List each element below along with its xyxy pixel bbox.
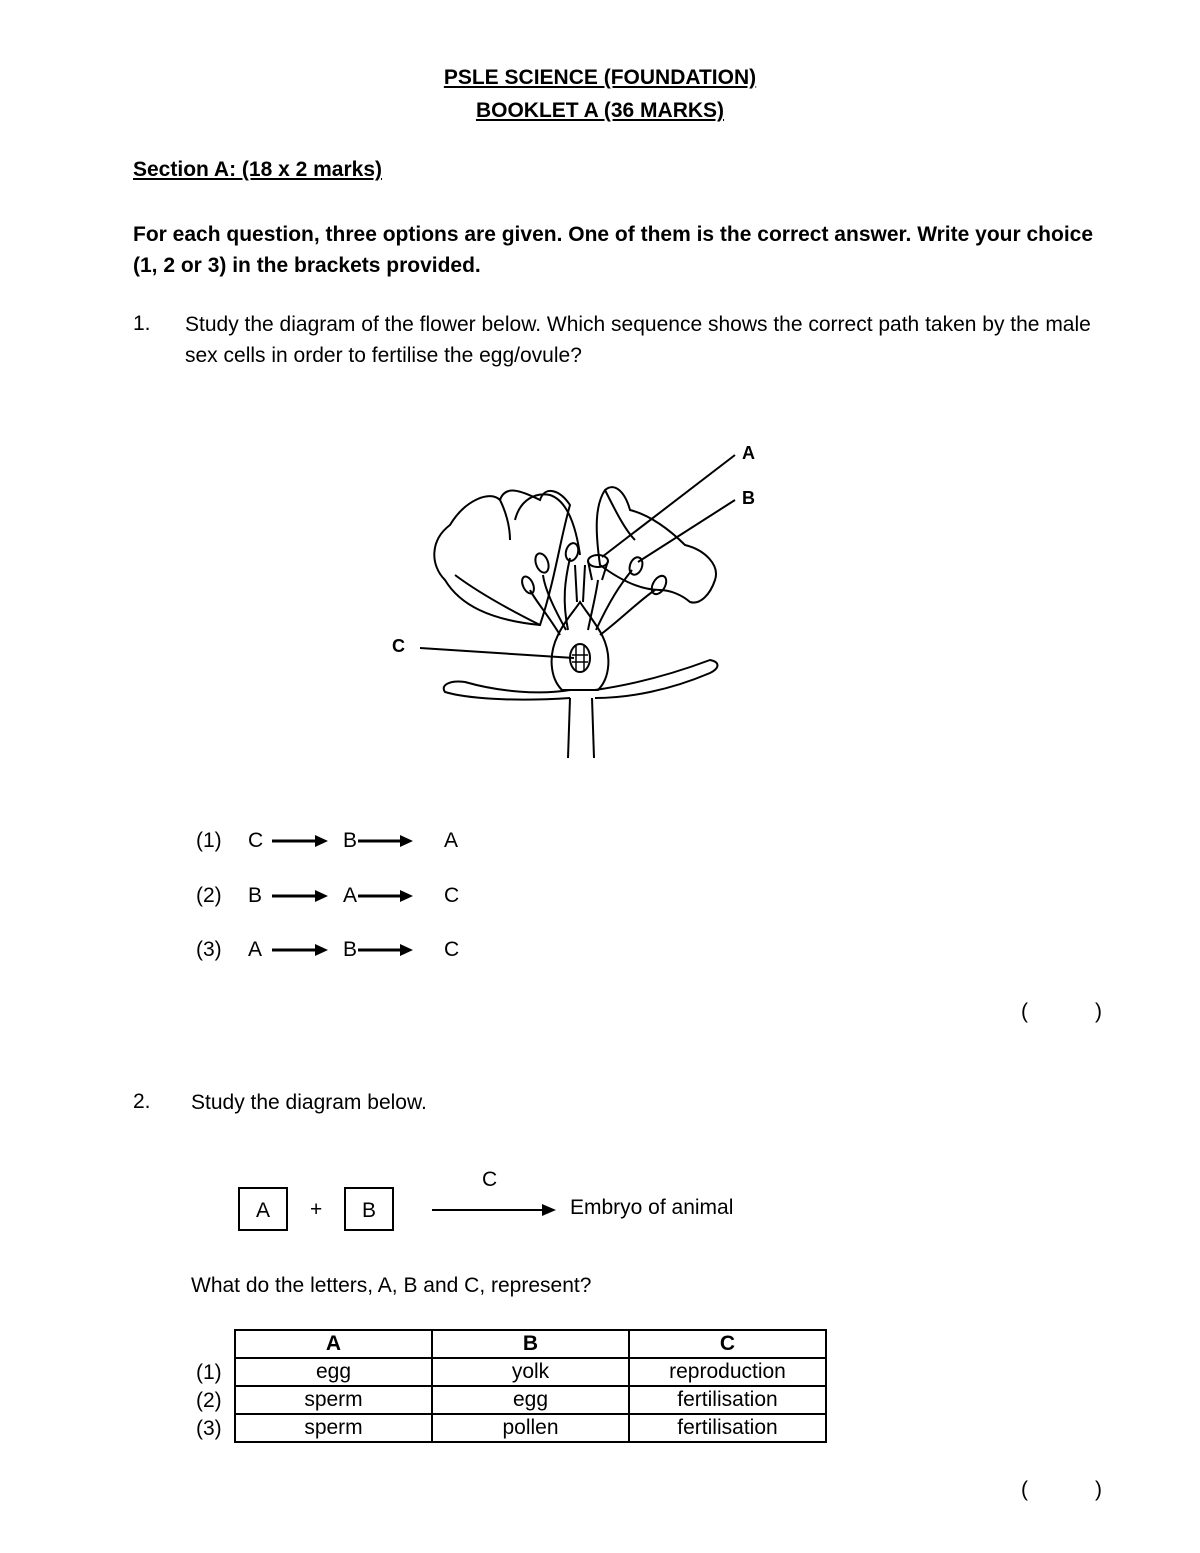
option-1-step-3: A	[444, 829, 459, 852]
stalk	[568, 698, 594, 758]
option-2-number: (2)	[196, 884, 222, 907]
row-label-3: (3)	[196, 1417, 222, 1440]
table-row	[235, 1358, 826, 1386]
question-2-number: 2.	[133, 1090, 151, 1113]
table-cell: pollen	[432, 1414, 629, 1442]
option-3-step-3: C	[444, 938, 460, 961]
petal-back	[515, 494, 580, 555]
option-1-step-2: B	[343, 829, 358, 852]
page-title: PSLE SCIENCE (FOUNDATION)	[443, 66, 757, 89]
table-cell: fertilisation	[629, 1386, 826, 1414]
row-label-2: (2)	[196, 1389, 222, 1412]
reaction-arrow	[430, 1200, 560, 1220]
question-1-number: 1.	[133, 312, 151, 335]
header-b: B	[432, 1330, 629, 1358]
sepal-left	[444, 682, 570, 700]
label-b: B	[742, 488, 755, 508]
option-1-number: (1)	[196, 829, 222, 852]
option-3-number: (3)	[196, 938, 222, 961]
answer-bracket-close-q2[interactable]: )	[1095, 1478, 1102, 1501]
answer-bracket-close-q1[interactable]: )	[1095, 1000, 1102, 1023]
option-2-step-1: B	[248, 884, 263, 907]
table-cell: reproduction	[629, 1358, 826, 1386]
table-cell: egg	[235, 1358, 432, 1386]
table-cell: yolk	[432, 1358, 629, 1386]
table-cell: sperm	[235, 1414, 432, 1442]
option-3-step-1: A	[248, 938, 263, 961]
instructions: For each question, three options are given. One of them is the correct answer. Write your choice (1, 2 or 3) in the brackets provided.	[133, 223, 1094, 277]
ovary	[552, 602, 609, 690]
option-2-step-3: C	[444, 884, 460, 907]
table-cell: sperm	[235, 1386, 432, 1414]
question-2-text: Study the diagram below.	[191, 1091, 427, 1114]
options-table	[234, 1329, 827, 1443]
section-heading: Section A: (18 x 2 marks)	[133, 158, 382, 181]
header-a: A	[235, 1330, 432, 1358]
option-2-step-2: A	[343, 884, 358, 907]
question-1-text: Study the diagram of the flower below. Which sequence shows the correct path taken by the male sex cells in order to fertilise the egg/ovule?	[185, 313, 1091, 367]
table-cell: fertilisation	[629, 1414, 826, 1442]
table-header-row	[235, 1330, 826, 1358]
arrow-label-c: C	[482, 1168, 498, 1191]
header-c: C	[629, 1330, 826, 1358]
sepal-right	[595, 660, 718, 698]
table-row	[235, 1414, 826, 1442]
row-label-1: (1)	[196, 1361, 222, 1384]
box-b: B	[344, 1187, 394, 1231]
option-3-step-2: B	[343, 938, 358, 961]
option-1-step-1: C	[248, 829, 264, 852]
plus-sign: +	[310, 1198, 323, 1221]
booklet-title: BOOKLET A (36 MARKS)	[475, 99, 725, 122]
table-cell: egg	[432, 1386, 629, 1414]
label-c: C	[392, 636, 405, 656]
answer-bracket-open-q2[interactable]: (	[1021, 1478, 1028, 1501]
answer-bracket-open-q1[interactable]: (	[1021, 1000, 1028, 1023]
result-label: Embryo of animal	[570, 1196, 734, 1219]
box-a: A	[238, 1187, 288, 1231]
option-arrows	[270, 830, 420, 960]
table-row	[235, 1386, 826, 1414]
label-a: A	[742, 443, 755, 463]
petal-right	[597, 487, 716, 602]
question-2-prompt: What do the letters, A, B and C, represent?	[191, 1274, 592, 1297]
flower-diagram	[370, 430, 790, 770]
